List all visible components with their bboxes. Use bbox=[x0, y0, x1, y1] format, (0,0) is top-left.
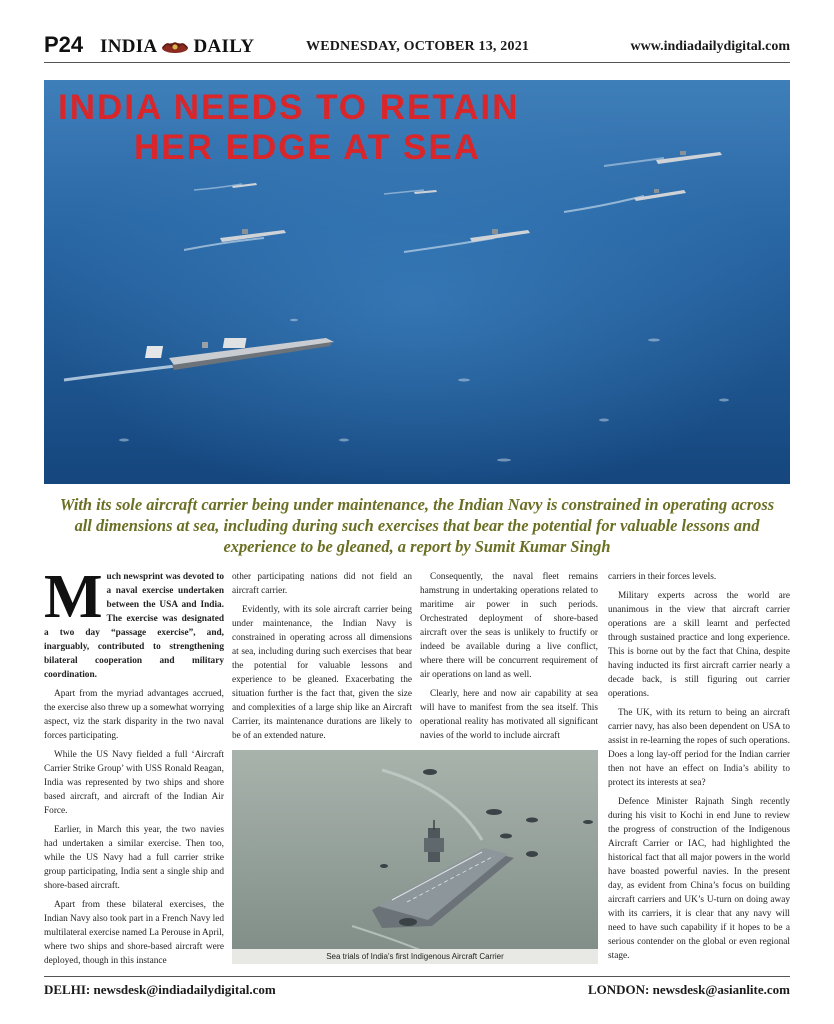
masthead bbox=[100, 36, 254, 58]
page-footer bbox=[44, 982, 790, 1000]
article-column-4 bbox=[608, 570, 790, 968]
paragraph: Consequently, the naval fleet remains hamstrung in undertaking operations related to maritime air power in such periods. Orchestrated deployment of shore-based aircraft over the seas is unlikely to fructify or indeed be available during a live conflict, where there will be concurrent requirement of air operations on land as well. bbox=[420, 572, 598, 680]
paragraph: Evidently, with its sole aircraft carrier being under maintenance, the Indian Navy is constrained in operating across all dimensions at sea, including during such exercises that bear the potential for valuable lessons and experience to be gleaned. Exacerbating the situation further is the fact that, given the size and complexities of a large ship like an Aircraft Carrier, its maintenance durations are likely to be of an extended nature. bbox=[232, 605, 412, 741]
paragraph: While the US Navy fielded a full ‘Aircraft Carrier Strike Group’ with USS Ronald Reagan, India was represented by two ships and shore based aircraft, and aircraft of the Indian Air Force. bbox=[44, 750, 224, 816]
lede-paragraph bbox=[44, 563, 224, 682]
paragraph: other participating nations did not field an aircraft carrier. bbox=[232, 572, 412, 596]
drop-cap: M bbox=[44, 563, 103, 631]
headline-line-2: HER EDGE AT SEA bbox=[134, 128, 481, 167]
article-column-3 bbox=[420, 570, 598, 748]
carrier-photo bbox=[232, 750, 598, 964]
masthead-india: INDIA bbox=[100, 36, 158, 57]
paragraph: The UK, with its return to being an aircraft carrier navy, has also been dependent on USA to assist in re-learning the ropes of such operations. Does a long lay-off period for the Indian carrier then not have an effect on India’s ability to protect its interests at sea? bbox=[608, 708, 790, 788]
article-column-1 bbox=[44, 563, 224, 973]
lede-text: uch newsprint was devoted to a naval exercise undertaken between the USA and India. The exercise was designated a two day “passage exercise”, and, inarguably, contributed to strengthening bilateral cooperation and military coordination. bbox=[44, 572, 224, 680]
delhi-contact[interactable]: DELHI: newsdesk@indiadailydigital.com bbox=[44, 982, 276, 997]
aircraft-carrier-image bbox=[232, 750, 598, 964]
london-contact[interactable]: LONDON: newsdesk@asianlite.com bbox=[587, 982, 790, 997]
footer-rule bbox=[44, 976, 790, 977]
article-column-2 bbox=[232, 570, 412, 748]
website-link[interactable]: www.indiadailydigital.com bbox=[630, 39, 790, 54]
paragraph: Earlier, in March this year, the two navies had undertaken a similar exercise. Then too, while the US Navy had a full carrier strike group participating, India sent a single ship and shore-based aircraft. bbox=[44, 825, 224, 891]
paragraph: Apart from the myriad advantages accrued, the exercise also threw up a somewhat worrying aspect, viz the stark disparity in the two naval forces participating. bbox=[44, 689, 224, 741]
header-rule bbox=[44, 62, 790, 63]
headline-line-1: INDIA NEEDS TO RETAIN bbox=[58, 88, 520, 127]
masthead-daily: DAILY bbox=[193, 36, 255, 57]
page-header bbox=[44, 32, 790, 60]
standfirst: With its sole aircraft carrier being under maintenance, the Indian Navy is constrained in operating across all dimensions at sea, including during such exercises that bear the potential for valuable lessons and experience to be gleaned, a report by Sumit Kumar Singh bbox=[59, 495, 775, 556]
paragraph: Defence Minister Rajnath Singh recently during his visit to Kochi in end June to review the progress of construction of the Indigenous Aircraft Carrier or IAC, had highlighted the historical fact that all major powers in the world have boasted powerful navies. In the present day, as evident from China’s focus on building aircraft carriers and UK’s U-turn on doing away with its carriers, it is clear that any navy will need to have such capability if it hopes to be a serious contender on the global or even regional stage. bbox=[608, 797, 790, 961]
paragraph: carriers in their forces levels. bbox=[608, 572, 717, 582]
paragraph: Apart from these bilateral exercises, the Indian Navy also took part in a French Navy led multilateral exercise named La Perouse in April, where two ships and shore-based aircraft were deployed, though in this instance bbox=[44, 900, 224, 966]
issue-date: WEDNESDAY, OCTOBER 13, 2021 bbox=[306, 39, 530, 54]
headline bbox=[58, 88, 519, 168]
lion-emblem-icon bbox=[159, 39, 191, 55]
paragraph: Clearly, here and now air capability at sea will have to manifest from the sea itself. This operational reality has motivated all significant navies of the world to include aircraft bbox=[420, 689, 598, 741]
hero-photo bbox=[44, 80, 790, 484]
paragraph: Military experts across the world are unanimous in the view that aircraft carrier operations are a skill learnt and perfected through sustained practice and long experience. This is borne out by the fact that China, despite having inducted its first aircraft carrier nearly a decade back, is still figuring out carrier operations. bbox=[608, 591, 790, 699]
page-number: P24 bbox=[44, 32, 84, 57]
photo-caption: Sea trials of India's first Indigenous Aircraft Carrier bbox=[232, 949, 598, 964]
